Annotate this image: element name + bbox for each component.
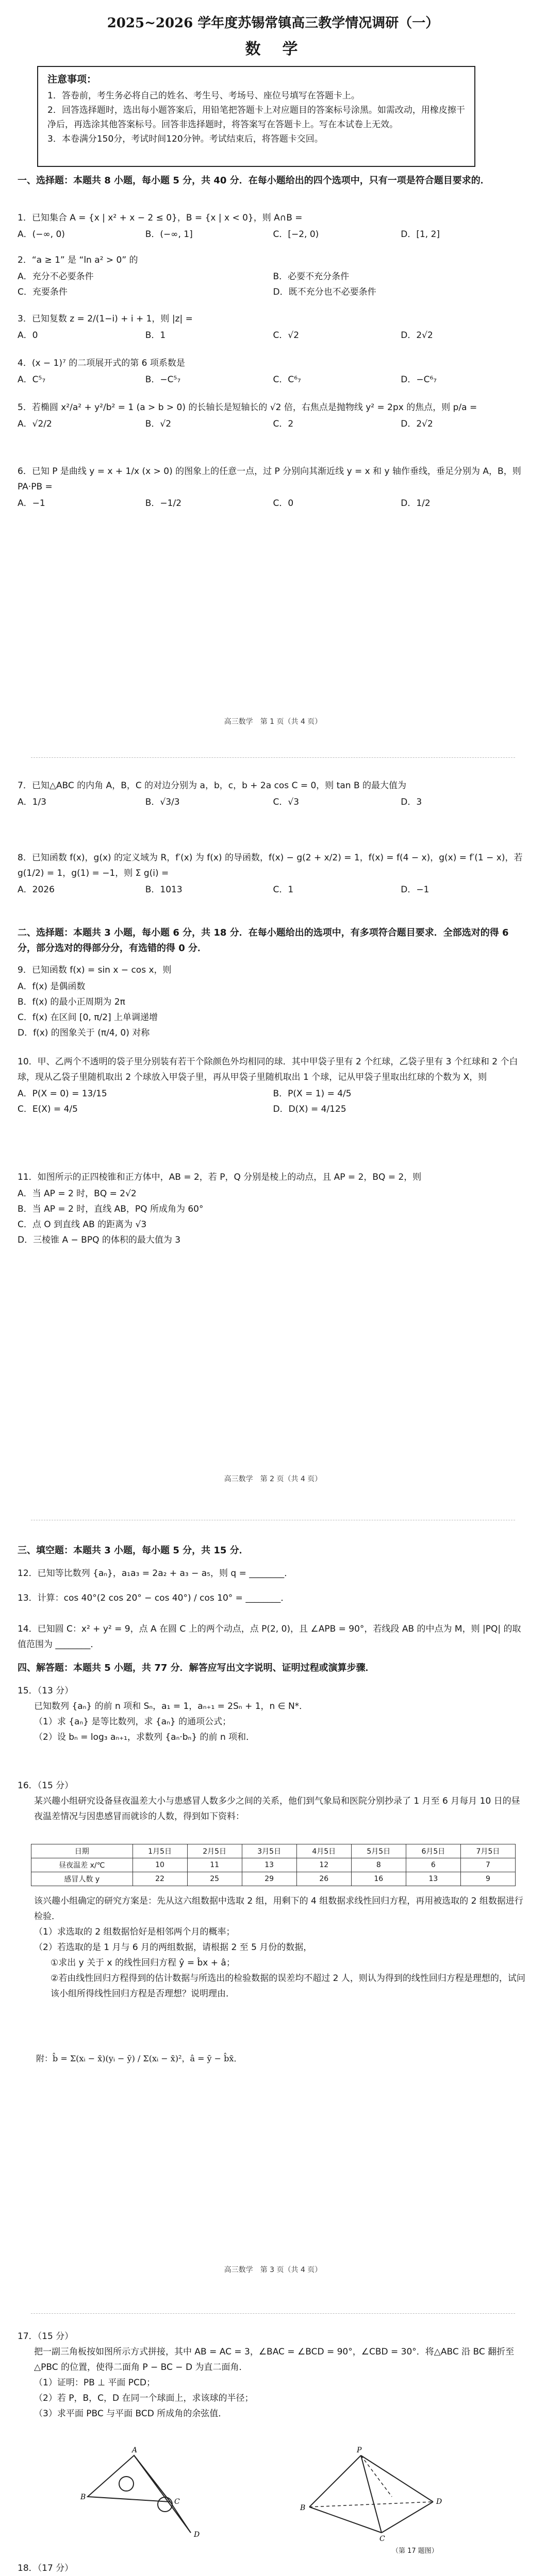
option: A．−1 bbox=[18, 498, 45, 509]
svg-text:D: D bbox=[436, 2498, 442, 2506]
option: D．3 bbox=[401, 797, 422, 807]
table-cell: 1月5日 bbox=[133, 1844, 187, 1858]
question-header: 18．（17 分） bbox=[18, 2563, 74, 2573]
option: C．充要条件 bbox=[18, 287, 68, 297]
table-header-row bbox=[31, 1844, 516, 1858]
question-stem: 7．已知△ABC 的内角 A，B，C 的对边分别为 a，b，c，b + 2a cos C = 0，则 tan B 的最大值为 bbox=[18, 781, 407, 791]
option: D．f(x) 的图象关于 (π/4, 0) 对称 bbox=[18, 1028, 150, 1038]
page-divider bbox=[31, 757, 515, 758]
table-cell: 感冒人数 y bbox=[31, 1872, 133, 1886]
option: C．√3 bbox=[273, 797, 300, 807]
question-16 bbox=[18, 1778, 528, 1824]
svg-text:B: B bbox=[80, 2493, 86, 2501]
option: C．[−2, 0) bbox=[273, 229, 319, 240]
table-cell: 9 bbox=[460, 1872, 515, 1886]
notice-box bbox=[37, 66, 475, 167]
option: A．(−∞, 0) bbox=[18, 229, 65, 240]
question-header: 16．（15 分） bbox=[18, 1781, 74, 1791]
sub-question: （1）求 {aₙ} 是等比数列，求 {aₙ} 的通项公式； bbox=[34, 1717, 231, 1727]
page-1 bbox=[0, 0, 546, 752]
svg-text:C: C bbox=[174, 2498, 180, 2506]
table-cell: 6月5日 bbox=[406, 1844, 460, 1858]
sub-question: （1）求选取的 2 组数据恰好是相邻两个月的概率； bbox=[34, 1927, 235, 1937]
question-3 bbox=[18, 311, 528, 343]
option: C．√2 bbox=[273, 330, 300, 341]
option: A．当 AP = 2 时，BQ = 2√2 bbox=[18, 1189, 137, 1199]
sub-question: （2）若选取的是 1 月与 6 月的两组数据，请根据 2 至 5 月份的数据， bbox=[34, 1942, 312, 1953]
question-stem: 2．“a ≥ 1” 是 “ln a² > 0” 的 bbox=[18, 255, 138, 265]
option: A．2026 bbox=[18, 885, 55, 895]
question-stem: 11．如图所示的正四棱锥和正方体中，AB = 2，若 P，Q 分别是棱上的动点，且 AP = 2，BQ = 2，则 bbox=[18, 1172, 422, 1182]
sub-question: （2）设 bₙ = log₃ aₙ₊₁，求数列 {aₙ·bₙ} 的前 n 项和． bbox=[34, 1732, 255, 1742]
table-cell: 12 bbox=[296, 1858, 351, 1872]
question-header: 17．（15 分） bbox=[18, 2331, 74, 2342]
question-7 bbox=[18, 778, 528, 810]
option: B．必要不充分条件 bbox=[273, 272, 350, 282]
option: D．1/2 bbox=[401, 498, 431, 509]
page-footer: 高三数学 第 1 页（共 4 页） bbox=[224, 718, 322, 726]
question-stem: 3．已知复数 z = 2/(1−i) + i + 1，则 |z| = bbox=[18, 314, 193, 324]
question-12: 12．已知等比数列 {aₙ}，a₁a₃ = 2a₂ + a₃ − a₅，则 q = ________． bbox=[18, 1568, 293, 1579]
option: A．C⁵₇ bbox=[18, 375, 46, 385]
sub-question: （1）证明：PB ⊥ 平面 PCD； bbox=[34, 2378, 155, 2388]
option: C．0 bbox=[273, 498, 294, 509]
option: D．既不充分也不必要条件 bbox=[273, 287, 376, 297]
question-1 bbox=[18, 210, 528, 242]
option: D．−C⁶₇ bbox=[401, 375, 437, 385]
section-4-title: 四、解答题：本题共 5 小题，共 77 分．解答应写出文字说明、证明过程或演算步骤． bbox=[18, 1663, 375, 1673]
figure-caption: （第 17 题图） bbox=[392, 2547, 438, 2555]
page-divider bbox=[31, 2313, 515, 2314]
option: C．点 O 到直线 AB 的距离为 √3 bbox=[18, 1219, 147, 1230]
option: A．1/3 bbox=[18, 797, 46, 807]
table-cell: 2月5日 bbox=[187, 1844, 242, 1858]
table-cell: 4月5日 bbox=[296, 1844, 351, 1858]
option: B．f(x) 的最小正周期为 2π bbox=[18, 997, 125, 1007]
option: D．2√2 bbox=[401, 330, 433, 341]
table-cell: 7月5日 bbox=[460, 1844, 515, 1858]
question-stem: 某兴趣小组研究设备昼夜温差大小与患感冒人数多少之间的关系，他们到气象局和医院分别抄录了 1 月至 6 月每月 10 日的昼夜温差情况与因患感冒而就诊的人数，得到如下资料： bbox=[34, 1796, 520, 1822]
option: A．P(X = 0) = 13/15 bbox=[18, 1089, 107, 1099]
svg-text:A: A bbox=[132, 2446, 138, 2454]
table-row bbox=[31, 1872, 516, 1886]
regression-formula: 附：b̂ = Σ(xᵢ − x̄)(yᵢ − ȳ) / Σ(xᵢ − x̄)²，â = ȳ − b̂x̄． bbox=[36, 2054, 242, 2063]
page-footer: 高三数学 第 3 页（共 4 页） bbox=[224, 2266, 322, 2274]
page-footer: 高三数学 第 2 页（共 4 页） bbox=[224, 1475, 322, 1483]
option: B．√3/3 bbox=[145, 797, 180, 807]
option: C．1 bbox=[273, 885, 294, 895]
table-cell: 8 bbox=[351, 1858, 406, 1872]
subject-title: 数 学 bbox=[245, 40, 301, 58]
option: A．充分不必要条件 bbox=[18, 272, 94, 282]
table-cell: 6 bbox=[406, 1858, 460, 1872]
option: D．[1, 2] bbox=[401, 229, 440, 240]
option: C．2 bbox=[273, 419, 294, 429]
option: A．f(x) 是偶函数 bbox=[18, 981, 86, 992]
question-stem: 1．已知集合 A = {x | x² + x − 2 ≤ 0}，B = {x | x < 0}，则 A∩B = bbox=[18, 213, 303, 223]
question-10 bbox=[18, 1054, 528, 1117]
option: D．2√2 bbox=[401, 419, 433, 429]
notice-item: 2．回答选择题时，选出每小题答案后，用铅笔把答题卡上对应题目的答案标号涂黑。如需改动，用橡皮擦干净后，再选涂其他答案标号。回答非选择题时，将答案写在答题卡上。写在本试卷上无效。 bbox=[47, 105, 465, 130]
option: D．D(X) = 4/125 bbox=[273, 1104, 346, 1114]
question-stem: 8．已知函数 f(x)，g(x) 的定义域为 R，f′(x) 为 f(x) 的导函数，f(x) − g(2 + x/2) = 1，f(x) = f(4 − x)，g(x) = f′(1 − x)，若 g(1/2) = 1，g(1) = −1，则 Σ g(i) = bbox=[18, 853, 523, 878]
pyramid-figure bbox=[289, 2445, 454, 2543]
table-cell: 3月5日 bbox=[242, 1844, 296, 1858]
table-cell: 25 bbox=[187, 1872, 242, 1886]
table-cell: 10 bbox=[133, 1858, 187, 1872]
notice-item: 3．本卷满分150分，考试时间120分钟。考试结束后，将答题卡交回。 bbox=[47, 134, 323, 144]
question-9 bbox=[18, 962, 528, 1041]
table-cell: 11 bbox=[187, 1858, 242, 1872]
option: B．−1/2 bbox=[145, 498, 182, 509]
table-row bbox=[31, 1858, 516, 1872]
option: B．1 bbox=[145, 330, 166, 341]
page-4 bbox=[0, 2324, 546, 2576]
question-header: 15．（13 分） bbox=[18, 1686, 74, 1696]
option: D．三棱锥 A − BPQ 的体积的最大值为 3 bbox=[18, 1235, 181, 1245]
question-6 bbox=[18, 464, 528, 511]
option: B．(−∞, 1] bbox=[145, 229, 193, 240]
sub-question: ①求出 y 关于 x 的线性回归方程 ŷ = b̂x + â； bbox=[51, 1958, 235, 1968]
sub-question: ②若由线性回归方程得到的估计数据与所选出的检验数据的误差均不超过 2 人，则认为得到的线性回归方程是理想的，试问该小组所得线性回归方程是否理想？说明理由． bbox=[51, 1973, 525, 1999]
sub-question: （2）若 P，B，C，D 在同一个球面上，求该球的半径； bbox=[34, 2393, 254, 2403]
question-stem: 把一副三角板按如图所示方式拼接，其中 AB = AC = 3，∠BAC = ∠BCD = 90°，∠CBD = 30°．将△ABC 沿 BC 翻折至△PBC 的位置，使得二面角 P − BC − D 为直二面角． bbox=[34, 2347, 515, 2372]
option: B．1013 bbox=[145, 885, 183, 895]
table-cell: 5月5日 bbox=[351, 1844, 406, 1858]
sub-question: （3）求平面 PBC 与平面 BCD 所成角的余弦值． bbox=[34, 2409, 227, 2419]
option: B．当 AP = 2 时，直线 AB，PQ 所成角为 60° bbox=[18, 1204, 204, 1214]
question-13: 13．计算：cos 40°(2 cos 20° − cos 40°) / cos 10° = ________． bbox=[18, 1593, 290, 1603]
question-stem: 4．(x − 1)⁷ 的二项展开式的第 6 项系数是 bbox=[18, 358, 185, 368]
option: B．P(X = 1) = 4/5 bbox=[273, 1089, 352, 1099]
option: C．f(x) 在区间 [0, π/2] 上单调递增 bbox=[18, 1012, 158, 1023]
table-cell: 日期 bbox=[31, 1844, 133, 1858]
exam-title: 2025~2026 学年度苏锡常镇高三教学情况调研（一） bbox=[107, 15, 439, 31]
question-8 bbox=[18, 850, 528, 897]
data-table bbox=[31, 1844, 516, 1886]
table-cell: 29 bbox=[242, 1872, 296, 1886]
option: C．C⁶₇ bbox=[273, 375, 301, 385]
page-2 bbox=[0, 768, 546, 1510]
table-cell: 13 bbox=[406, 1872, 460, 1886]
option: C．E(X) = 4/5 bbox=[18, 1104, 78, 1114]
table-cell: 昼夜温差 x/℃ bbox=[31, 1858, 133, 1872]
option: D．−1 bbox=[401, 885, 429, 895]
table-cell: 16 bbox=[351, 1872, 406, 1886]
question-17 bbox=[18, 2329, 528, 2421]
table-cell: 13 bbox=[242, 1858, 296, 1872]
notice-item: 1．答卷前，考生务必将自己的姓名、考生号、考场号、座位号填写在答题卡上。 bbox=[47, 91, 360, 101]
question-14: 14．已知圆 C：x² + y² = 9，点 A 在圆 C 上的两个动点，点 P(2, 0)，且 ∠APB = 90°，若线段 AB 的中点为 M，则 |PQ| 的取值范围为 ________． bbox=[18, 1624, 521, 1650]
table-cell: 22 bbox=[133, 1872, 187, 1886]
question-11 bbox=[18, 1170, 528, 1248]
table-cell: 7 bbox=[460, 1858, 515, 1872]
question-18 bbox=[18, 2561, 528, 2576]
svg-text:C: C bbox=[379, 2535, 385, 2543]
svg-text:D: D bbox=[194, 2531, 200, 2539]
page-3 bbox=[0, 1533, 546, 2306]
question-5 bbox=[18, 400, 528, 432]
section-2-title: 二、选择题：本题共 3 小题，每小题 6 分，共 18 分．在每小题给出的选项中，有多项符合题目要求．全部选对的得 6 分，部分选对的得部分分，有选错的得 0 分． bbox=[18, 927, 509, 954]
section-1-title: 一、选择题：本题共 8 小题，每小题 5 分，共 40 分．在每小题给出的四个选项中，只有一项是符合题目要求的． bbox=[18, 175, 490, 186]
question-stem: 5．若椭圆 x²/a² + y²/b² = 1 (a > b > 0) 的长轴长是短轴长的 √2 倍，右焦点是抛物线 y² = 2px 的焦点，则 p/a = bbox=[18, 402, 477, 413]
question-4 bbox=[18, 355, 528, 387]
option: A．0 bbox=[18, 330, 38, 341]
notice-heading: 注意事项： bbox=[47, 74, 97, 85]
option: A．√2/2 bbox=[18, 419, 52, 429]
option: B．√2 bbox=[145, 419, 172, 429]
question-stem: 6．已知 P 是曲线 y = x + 1/x (x > 0) 的图象上的任意一点，过 P 分别向其渐近线 y = x 和 y 轴作垂线，垂足分别为 A，B，则 PA·PB = bbox=[18, 466, 521, 492]
triangle-board-figure bbox=[77, 2445, 232, 2543]
svg-text:P: P bbox=[357, 2446, 362, 2454]
question-16-body bbox=[18, 1893, 528, 2002]
svg-text:B: B bbox=[300, 2504, 306, 2512]
question-2 bbox=[18, 252, 528, 300]
table-cell: 26 bbox=[296, 1872, 351, 1886]
option: B．−C⁵₇ bbox=[145, 375, 181, 385]
question-stem: 该兴趣小组确定的研究方案是：先从这六组数据中选取 2 组，用剩下的 4 组数据求线性回归方程，再用被选取的 2 组数据进行检验． bbox=[34, 1896, 523, 1922]
section-3-title: 三、填空题：本题共 3 小题，每小题 5 分，共 15 分． bbox=[18, 1545, 249, 1556]
question-stem: 9．已知函数 f(x) = sin x − cos x，则 bbox=[18, 965, 172, 975]
question-stem: 10．甲、乙两个不透明的袋子里分别装有若干个除颜色外均相同的球．其中甲袋子里有 2 个红球，乙袋子里有 3 个红球和 2 个白球，现从乙袋子里随机取出 2 个球放入甲袋子里，再从甲袋子里随机取出 1 个球，记从甲袋子里取出红球的个数为 X，则 bbox=[18, 1057, 518, 1082]
question-15 bbox=[18, 1683, 528, 1745]
question-stem: 已知数列 {aₙ} 的前 n 项和 Sₙ，a₁ = 1，aₙ₊₁ = 2Sₙ + 1，n ∈ N*． bbox=[34, 1701, 308, 1711]
